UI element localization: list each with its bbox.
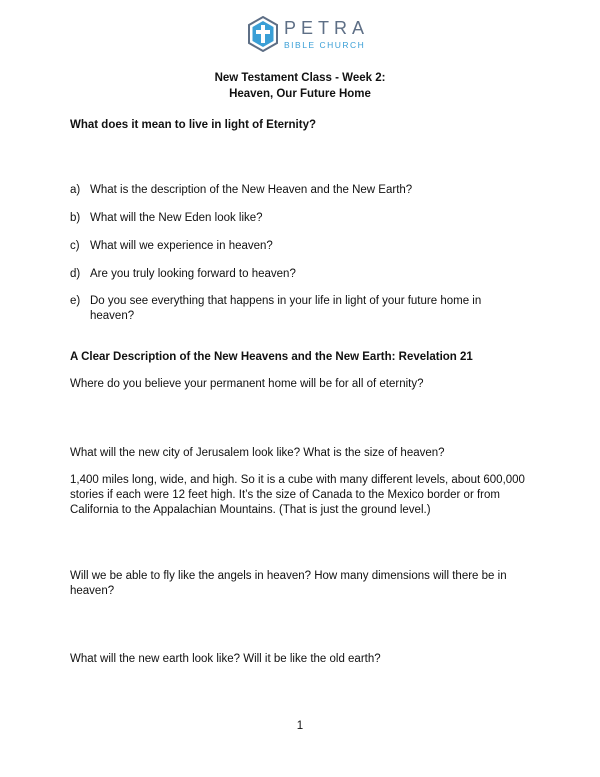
list-item-text: Do you see everything that happens in your life in light of your future home in heaven? bbox=[90, 295, 482, 322]
cross-hexagon-icon bbox=[247, 16, 279, 52]
title-line-2: Heaven, Our Future Home bbox=[229, 88, 371, 100]
list-item-letter: e) bbox=[70, 295, 81, 307]
list-item-text: What will we experience in heaven? bbox=[90, 240, 273, 252]
section-heading-revelation: A Clear Description of the New Heavens and the New Earth: Revelation 21 bbox=[70, 351, 473, 363]
logo-subtitle: BIBLE CHURCH bbox=[284, 40, 366, 50]
page-number: 1 bbox=[296, 720, 304, 732]
list-item-letter: a) bbox=[70, 184, 81, 196]
church-logo bbox=[247, 16, 371, 56]
question-new-jerusalem: What will the new city of Jerusalem look like? What is the size of heaven? bbox=[70, 447, 445, 459]
list-item-text: What is the description of the New Heaven and the New Earth? bbox=[90, 184, 413, 196]
list-item-letter: c) bbox=[70, 240, 80, 252]
question-new-earth: What will the new earth look like? Will it be like the old earth? bbox=[70, 653, 381, 665]
list-item-letter: b) bbox=[70, 212, 81, 224]
document-title bbox=[0, 70, 600, 102]
title-line-1: New Testament Class - Week 2: bbox=[214, 72, 386, 84]
logo-wordmark: PETRA bbox=[284, 18, 370, 38]
list-item-text: Are you truly looking forward to heaven? bbox=[90, 268, 296, 280]
answer-size-of-heaven: 1,400 miles long, wide, and high. So it is a cube with many different levels, about 600,000 stories if each were 12 feet high. It’s the size of Canada to the Mexico border or from California to the Appalachian Mountains. (That is just the ground level.) bbox=[70, 474, 525, 516]
section-heading-eternity: What does it mean to live in light of Eternity? bbox=[70, 119, 316, 131]
question-permanent-home: Where do you believe your permanent home will be for all of eternity? bbox=[70, 378, 424, 390]
list-item-letter: d) bbox=[70, 268, 81, 280]
question-fly-like-angels: Will we be able to fly like the angels in heaven? How many dimensions will there be in heaven? bbox=[70, 570, 507, 597]
list-item-text: What will the New Eden look like? bbox=[90, 212, 263, 224]
